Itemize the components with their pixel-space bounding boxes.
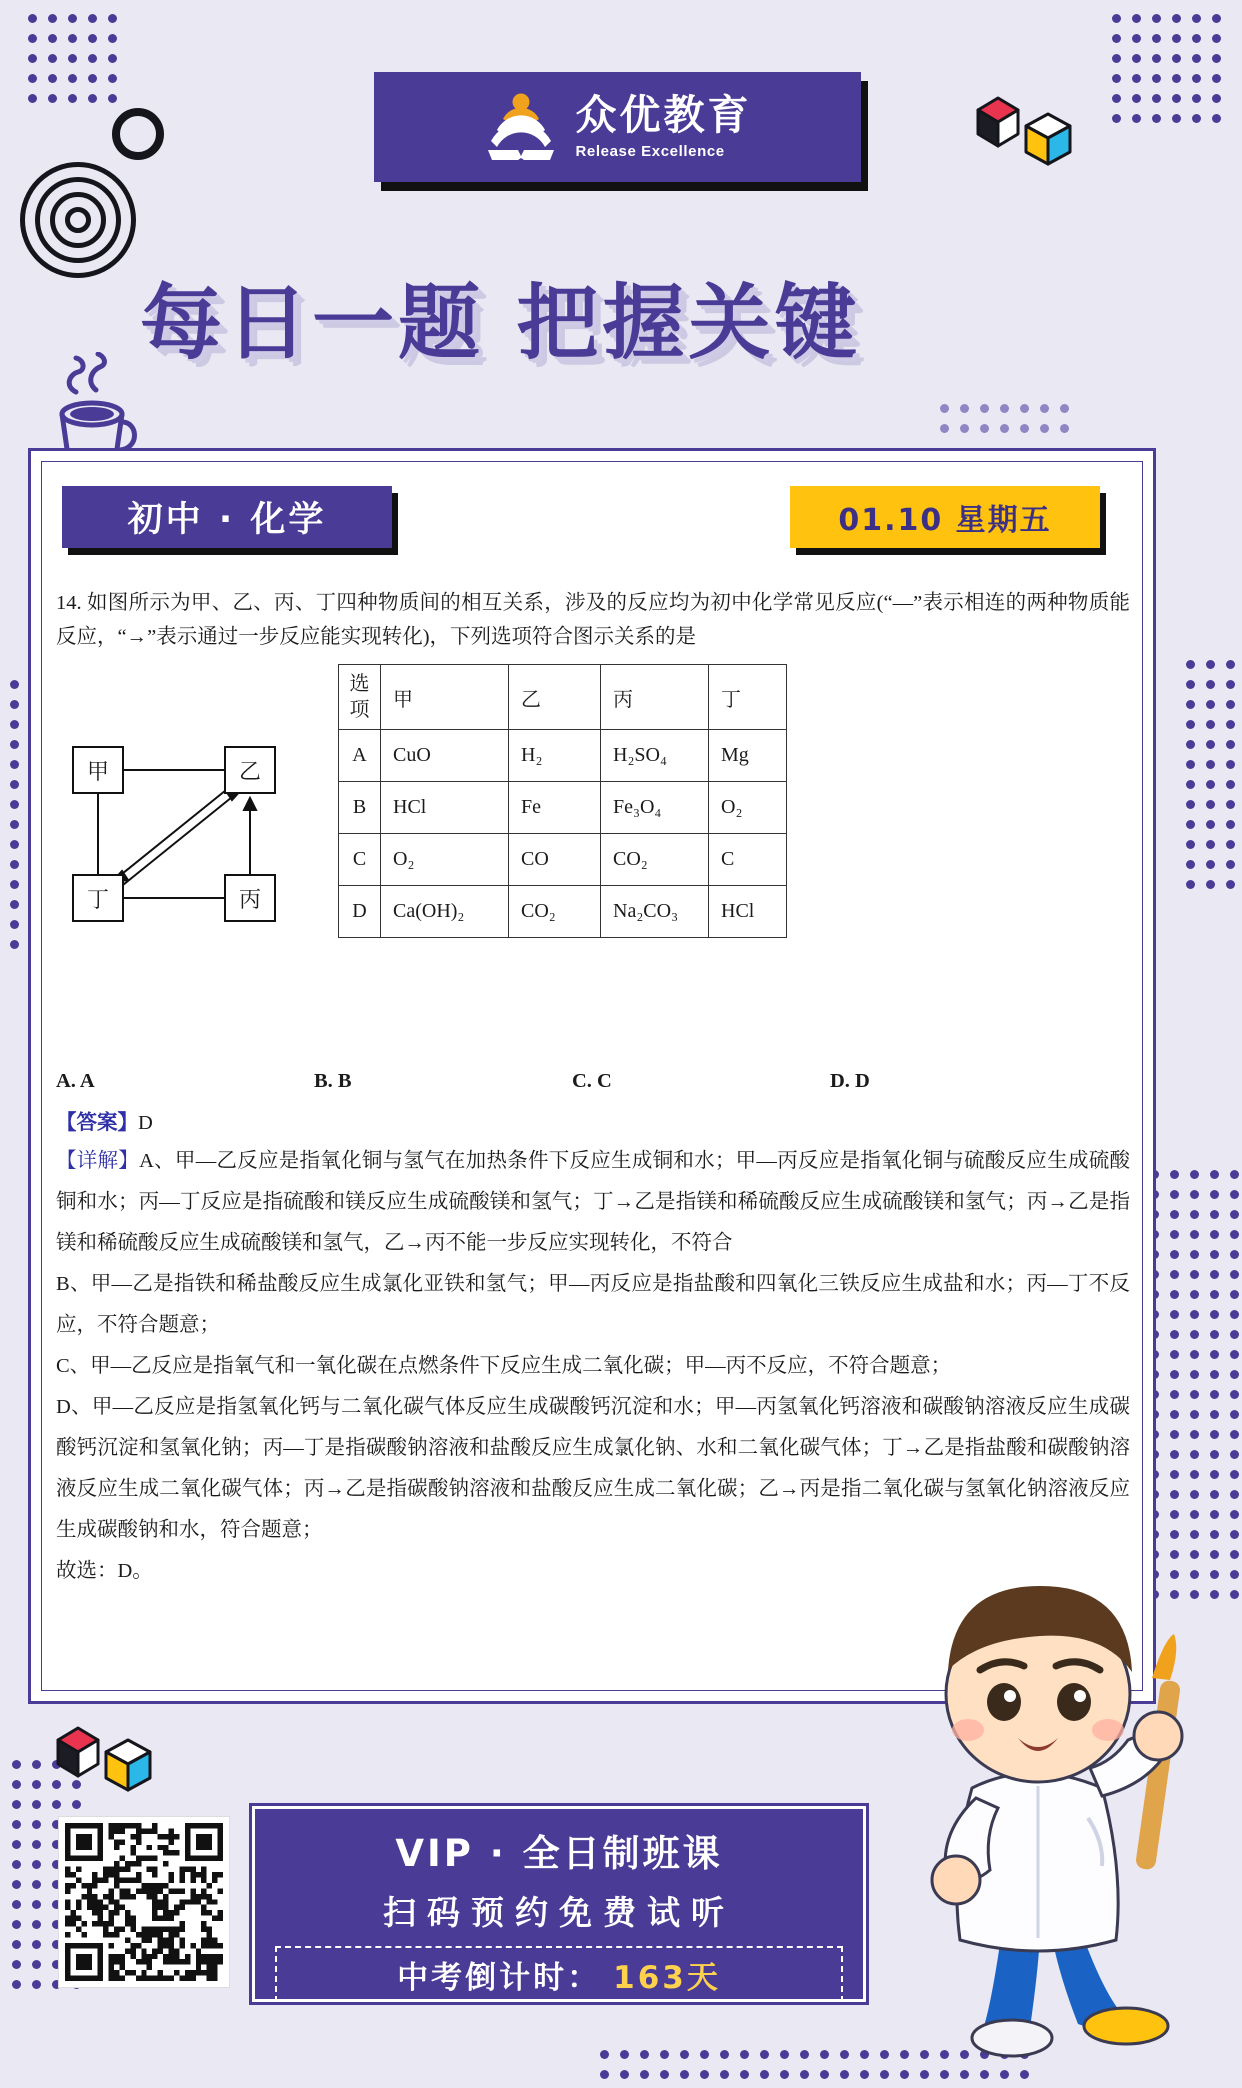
concentric-rings-decor: [18, 160, 138, 280]
coffee-cup-icon: [52, 352, 144, 462]
table-cell: B: [339, 782, 381, 834]
table-cell: A: [339, 730, 381, 782]
cube-decor-bottom: [48, 1716, 178, 1811]
diagram-node-bing: 丙: [224, 874, 276, 922]
question-area: [56, 586, 1130, 1592]
vip-title: VIP · 全日制班课: [395, 1832, 723, 1875]
cube-decor-top: [962, 82, 1092, 187]
diagram-node-yi: 乙: [224, 746, 276, 794]
table-cell: Na₂CO₃: [601, 886, 709, 938]
table-cell: H₂SO₄: [601, 730, 709, 782]
circle-outline-decor: [112, 108, 164, 160]
explanation-paragraph: C、甲—乙反应是指氧气和一氧化碳在点燃条件下反应生成二氧化碳；甲—丙不反应，不符合题意；: [56, 1355, 952, 1377]
table-cell: HCl: [709, 886, 787, 938]
th-option: 选项: [339, 665, 381, 730]
table-cell: C: [339, 834, 381, 886]
brand-logo-band: [374, 72, 861, 182]
subject-badge: 初中 · 化学: [62, 486, 392, 548]
table-row: [339, 834, 787, 886]
table-header-row: [339, 665, 787, 730]
table-cell: HCl: [381, 782, 509, 834]
brand-name: 众优教育: [575, 90, 752, 139]
explanation-paragraph: 故选：D。: [56, 1560, 153, 1582]
table-cell: Fe₃O₄: [601, 782, 709, 834]
answer-choice[interactable]: C. C: [572, 1070, 612, 1092]
countdown-box: [275, 1946, 843, 2002]
book-radiating-icon: [484, 92, 558, 162]
table-cell: Ca(OH)₂: [381, 886, 509, 938]
diagram-node-jia: 甲: [72, 746, 124, 794]
relation-diagram: [66, 742, 286, 932]
table-cell: O₂: [709, 782, 787, 834]
vip-promo-banner[interactable]: [252, 1806, 866, 2002]
question-stem: 14. 如图所示为甲、乙、丙、丁四种物质间的相互关系，涉及的反应均为初中化学常见反应(“—”表示相连的两种物质能反应，“→”表示通过一步反应能实现转化)，下列选项符合图示关系的是: [56, 592, 1130, 648]
table-row: [339, 886, 787, 938]
table-cell: CuO: [381, 730, 509, 782]
table-cell: O₂: [381, 834, 509, 886]
explanation-paragraph: B、甲—乙是指铁和稀盐酸反应生成氯化亚铁和氢气；甲—丙反应是指盐酸和四氧化三铁反应生成盐和水；丙—丁不反应，不符合题意；: [56, 1273, 1130, 1336]
page-title: 每日一题 把握关键: [140, 276, 861, 371]
options-table: [338, 664, 787, 938]
th-yi: 乙: [509, 665, 601, 730]
student-mascot: [852, 1560, 1232, 2060]
explanation-paragraph: D、甲—乙反应是指氢氧化钙与二氧化碳气体反应生成碳酸钙沉淀和水；甲—丙氢氧化钙溶液和碳酸钠溶液反应生成碳酸钙沉淀和氢氧化钠；丙—丁是指碳酸钠溶液和盐酸反应生成氯化钠、水和二氧化碳气体；丁→乙是指盐酸和碳酸钠溶液反应生成二氧化碳气体；丙→乙是指碳酸钠溶液和盐酸反应生成二氧化碳；乙→丙是指二氧化碳与氢氧化钠溶液反应生成碳酸钠和水，符合题意；: [56, 1396, 1130, 1541]
countdown-label: 中考倒计时：: [397, 1959, 602, 1996]
answer-choice[interactable]: B. B: [314, 1070, 352, 1092]
th-bing: 丙: [601, 665, 709, 730]
table-cell: Fe: [509, 782, 601, 834]
answer-line: [56, 1105, 1130, 1135]
th-ding: 丁: [709, 665, 787, 730]
answer-label: 【答案】: [56, 1112, 138, 1134]
table-cell: H₂: [509, 730, 601, 782]
answer-choices: [56, 1070, 1130, 1093]
explanation-block: [56, 1141, 1130, 1592]
table-cell: C: [709, 834, 787, 886]
diagram-node-ding: 丁: [72, 874, 124, 922]
vip-subtitle: 扫码预约免费试听: [383, 1893, 735, 1932]
qr-code[interactable]: [58, 1816, 230, 1988]
table-cell: CO: [509, 834, 601, 886]
explanation-label: 【详解】: [56, 1150, 140, 1172]
date-badge: 01.10 星期五: [790, 486, 1100, 548]
table-cell: Mg: [709, 730, 787, 782]
table-row: [339, 782, 787, 834]
answer-value: D: [138, 1112, 153, 1134]
table-row: [339, 730, 787, 782]
th-jia: 甲: [381, 665, 509, 730]
table-cell: CO₂: [509, 886, 601, 938]
explanation-paragraph: 【详解】A、甲—乙反应是指氧化铜与氢气在加热条件下反应生成铜和水；甲—丙反应是指氧化铜与硫酸反应生成硫酸铜和水；丙—丁反应是指硫酸和镁反应生成硫酸镁和氢气；丁→乙是指镁和稀硫酸反应生成硫酸镁和氢气；丙→乙是指镁和稀硫酸反应生成硫酸镁和氢气，乙→丙不能一步反应实现转化，不符合: [56, 1150, 1130, 1254]
answer-choice[interactable]: D. D: [830, 1070, 870, 1092]
table-cell: CO₂: [601, 834, 709, 886]
brand-tagline: Release Excellence: [575, 142, 725, 160]
countdown-value: 163天: [613, 1959, 721, 1996]
answer-choice[interactable]: A. A: [56, 1070, 95, 1092]
table-cell: D: [339, 886, 381, 938]
